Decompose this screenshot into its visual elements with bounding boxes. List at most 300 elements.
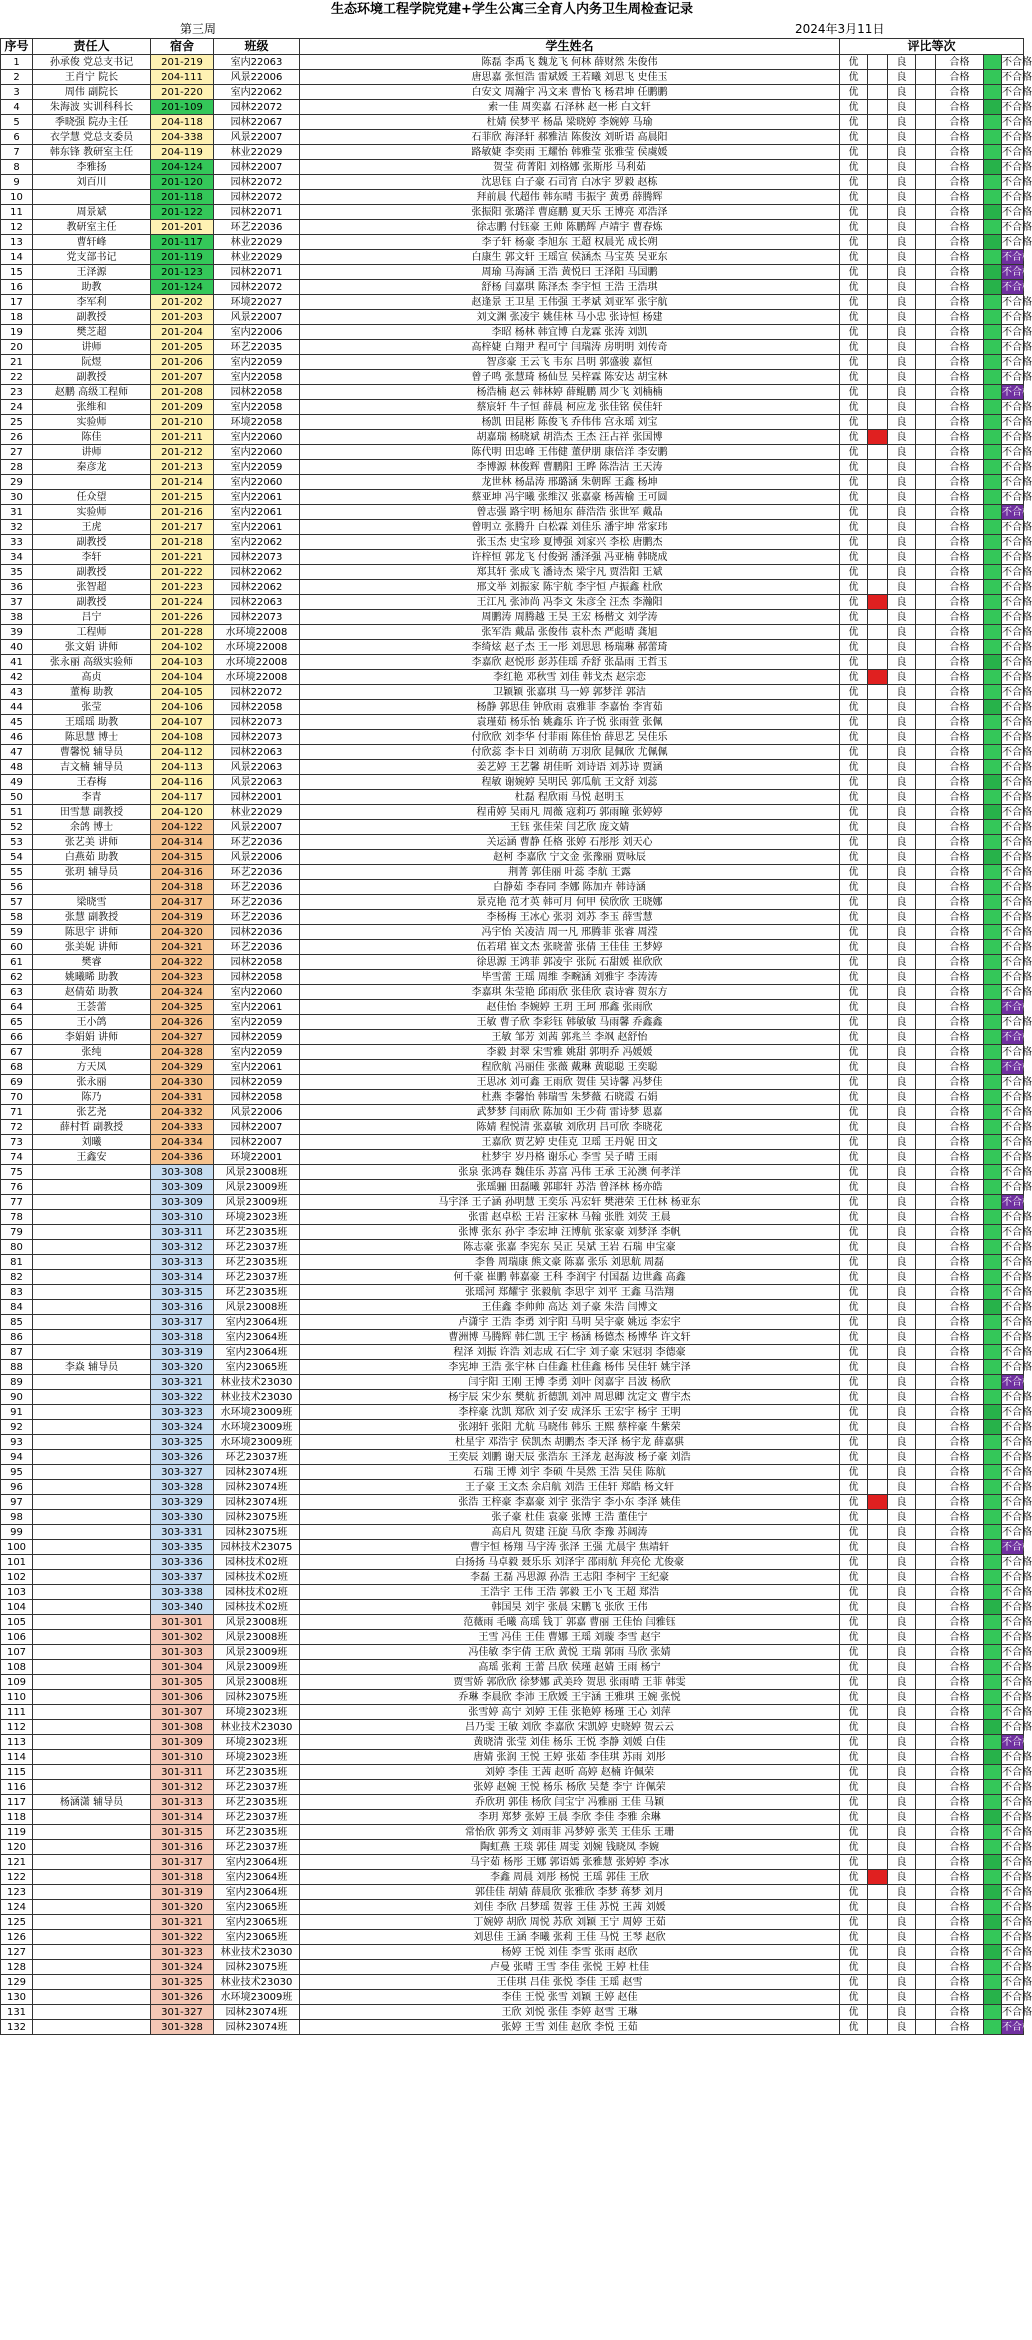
rating-good-mark	[916, 445, 936, 460]
rating-pass: 合格	[936, 1540, 984, 1555]
row-person: 副教授	[33, 565, 151, 580]
rating-pass-mark	[984, 1825, 1002, 1840]
row-class: 园林技术02班	[214, 1570, 300, 1585]
row-students: 唐婧 张润 王悦 王婷 张茹 李佳琪 苏雨 刘彤	[300, 1750, 840, 1765]
row-class: 风景23009班	[214, 1645, 300, 1660]
rating-excellent-mark	[868, 1630, 888, 1645]
row-index: 9	[1, 175, 33, 190]
rating-good: 良	[888, 1780, 916, 1795]
row-class: 林业22029	[214, 250, 300, 265]
row-person: 李娟娟 讲师	[33, 1030, 151, 1045]
rating-excellent: 优	[840, 55, 868, 70]
row-students: 唐思嘉 张恒浩 雷斌媛 王若曦 刘思飞 史佳玉	[300, 70, 840, 85]
rating-pass: 合格	[936, 1870, 984, 1885]
rating-excellent-mark	[868, 175, 888, 190]
table-row	[1, 1195, 1024, 1210]
row-class: 园林22067	[214, 115, 300, 130]
rating-excellent-mark	[868, 460, 888, 475]
row-dorm: 303-317	[151, 1315, 214, 1330]
rating-good-mark	[916, 730, 936, 745]
rating-good-mark	[916, 1435, 936, 1450]
row-class: 环艺22036	[214, 940, 300, 955]
rating-excellent: 优	[840, 1165, 868, 1180]
rating-good-mark	[916, 745, 936, 760]
row-index: 91	[1, 1405, 33, 1420]
rating-fail: 不合格	[1002, 881, 1032, 893]
row-dorm: 204-107	[151, 715, 214, 730]
rating-excellent: 优	[840, 1330, 868, 1345]
rating-pass-mark	[984, 505, 1002, 520]
row-index: 74	[1, 1150, 33, 1165]
row-index: 62	[1, 970, 33, 985]
row-students: 石菲欣 海泽轩 郝雅洁 陈俊汝 刘昕语 高晨阳	[300, 130, 840, 145]
rating-fail: 不合格	[1002, 761, 1032, 773]
rating-pass: 合格	[936, 265, 984, 280]
row-index: 33	[1, 535, 33, 550]
rating-excellent-mark	[868, 370, 888, 385]
rating-good: 良	[888, 655, 916, 670]
row-index: 71	[1, 1105, 33, 1120]
rating-excellent-mark	[868, 1900, 888, 1915]
rating-excellent-mark	[868, 1945, 888, 1960]
rating-excellent: 优	[840, 400, 868, 415]
rating-excellent: 优	[840, 535, 868, 550]
rating-good: 良	[888, 805, 916, 820]
rating-fail: 不合格	[1002, 1496, 1032, 1508]
rating-pass-mark	[984, 1330, 1002, 1345]
row-students: 王敏 曹子欣 李彩钰 韩敏敏 马雨馨 乔鑫鑫	[300, 1015, 840, 1030]
row-class: 环艺23035班	[214, 1825, 300, 1840]
row-class: 园林22001	[214, 790, 300, 805]
rating-excellent-mark	[868, 1060, 888, 1075]
rating-good: 良	[888, 520, 916, 535]
row-person	[33, 1660, 151, 1675]
rating-good: 良	[888, 1120, 916, 1135]
row-person: 刘百川	[33, 175, 151, 190]
table-row	[1, 490, 1024, 505]
rating-pass-mark	[984, 1480, 1002, 1495]
rating-pass: 合格	[936, 1375, 984, 1390]
rating-excellent-mark	[868, 1390, 888, 1405]
table-row	[1, 910, 1024, 925]
row-students: 伍若珺 崔文杰 张晓蕾 张倩 王佳佳 王梦婷	[300, 940, 840, 955]
rating-pass: 合格	[936, 430, 984, 445]
rating-pass-mark	[984, 775, 1002, 790]
rating-pass-mark	[984, 1450, 1002, 1465]
rating-pass-mark	[984, 130, 1002, 145]
rating-excellent-mark	[868, 745, 888, 760]
rating-fail: 不合格	[1002, 296, 1032, 308]
rating-excellent: 优	[840, 385, 868, 400]
row-dorm: 303-326	[151, 1450, 214, 1465]
row-students: 李嘉欣 赵悦形 彭苏佳瑶 乔舒 张晶雨 王哲玉	[300, 655, 840, 670]
rating-pass: 合格	[936, 490, 984, 505]
rating-excellent-mark	[868, 1810, 888, 1825]
rating-pass: 合格	[936, 835, 984, 850]
row-index: 49	[1, 775, 33, 790]
header-dorm: 宿舍	[151, 39, 214, 55]
row-students: 王浩宇 王伟 王浩 郭毅 王小飞 王超 郑浩	[300, 1585, 840, 1600]
rating-excellent-mark	[868, 325, 888, 340]
row-index: 43	[1, 685, 33, 700]
row-students: 张婷 王雪 刘佳 赵欣 李悦 王茹	[300, 2020, 840, 2035]
row-dorm: 301-312	[151, 1780, 214, 1795]
row-dorm: 201-109	[151, 100, 214, 115]
rating-pass: 合格	[936, 1600, 984, 1615]
rating-pass: 合格	[936, 1390, 984, 1405]
row-index: 46	[1, 730, 33, 745]
rating-excellent: 优	[840, 1810, 868, 1825]
rating-excellent: 优	[840, 1105, 868, 1120]
row-students: 赵柯 李嘉欣 宁文金 张豫丽 贾咏辰	[300, 850, 840, 865]
row-students: 白静茹 李春同 李娜 陈加卉 韩诗涵	[300, 880, 840, 895]
rating-excellent-mark	[868, 1735, 888, 1750]
row-dorm: 303-315	[151, 1285, 214, 1300]
table-row	[1, 145, 1024, 160]
rating-fail: 不合格	[1002, 521, 1032, 533]
rating-pass-mark	[984, 1495, 1002, 1510]
row-students: 胡嘉瑞 杨晓斌 胡浩杰 王杰 汪占祥 张国博	[300, 430, 840, 445]
row-index: 3	[1, 85, 33, 100]
rating-pass-mark	[984, 1885, 1002, 1900]
row-students: 李梓豪 沈凯 郑欣 刘子安 成泽乐 王宏宇 杨宇 王明	[300, 1405, 840, 1420]
row-person	[33, 1270, 151, 1285]
rating-pass: 合格	[936, 460, 984, 475]
row-dorm: 204-315	[151, 850, 214, 865]
table-row	[1, 1855, 1024, 1870]
rating-pass-mark	[984, 820, 1002, 835]
row-person: 陈思慧 博士	[33, 730, 151, 745]
row-students: 张翊轩 张阳 尤航 马晓伟 韩乐 王熙 蔡梓豪 牛紫荣	[300, 1420, 840, 1435]
row-dorm: 201-202	[151, 295, 214, 310]
rating-good-mark	[916, 1405, 936, 1420]
row-students: 智彦豪 王云飞 韦东 吕明 郭盛骏 嘉恒	[300, 355, 840, 370]
table-row	[1, 595, 1024, 610]
rating-excellent: 优	[840, 1750, 868, 1765]
row-index: 97	[1, 1495, 33, 1510]
rating-pass: 合格	[936, 715, 984, 730]
row-dorm: 204-102	[151, 640, 214, 655]
row-person: 张艺美 讲师	[33, 835, 151, 850]
row-students: 刘思佳 王涵 李曦 张莉 王佳 马悦 王琴 赵欣	[300, 1930, 840, 1945]
row-dorm: 201-208	[151, 385, 214, 400]
rating-excellent-mark	[868, 1765, 888, 1780]
row-index: 10	[1, 190, 33, 205]
table-row	[1, 1405, 1024, 1420]
row-students: 付欣欣 刘李华 付菲雨 陈佳怡 薛思艺 吴佳乐	[300, 730, 840, 745]
row-dorm: 204-108	[151, 730, 214, 745]
row-class: 室内22061	[214, 490, 300, 505]
table-row	[1, 895, 1024, 910]
rating-pass: 合格	[936, 175, 984, 190]
table-row	[1, 1600, 1024, 1615]
row-person: 张智超	[33, 580, 151, 595]
rating-excellent-mark	[868, 1090, 888, 1105]
row-class: 园林23074班	[214, 2020, 300, 2035]
rating-excellent-mark	[868, 1525, 888, 1540]
rating-good: 良	[888, 640, 916, 655]
row-person: 王肖宁 院长	[33, 70, 151, 85]
rating-pass: 合格	[936, 1450, 984, 1465]
rating-good-mark	[916, 1195, 936, 1210]
row-class: 园林22072	[214, 100, 300, 115]
rating-pass-mark	[984, 85, 1002, 100]
rating-pass-mark	[984, 1060, 1002, 1075]
rating-pass-mark	[984, 70, 1002, 85]
rating-good-mark	[916, 910, 936, 925]
rating-good: 良	[888, 1585, 916, 1600]
rating-fail: 不合格	[1002, 1106, 1032, 1118]
row-person	[33, 1705, 151, 1720]
table-row	[1, 1675, 1024, 1690]
row-person: 副教授	[33, 595, 151, 610]
rating-fail: 不合格	[1002, 1826, 1032, 1838]
rating-good: 良	[888, 1945, 916, 1960]
table-row	[1, 970, 1024, 985]
rating-fail: 不合格	[1002, 566, 1032, 578]
rating-excellent-mark	[868, 640, 888, 655]
rating-excellent: 优	[840, 1645, 868, 1660]
row-class: 园林22062	[214, 565, 300, 580]
row-index: 44	[1, 700, 33, 715]
row-index: 42	[1, 670, 33, 685]
rating-excellent-mark	[868, 970, 888, 985]
rating-pass-mark	[984, 1090, 1002, 1105]
row-index: 35	[1, 565, 33, 580]
rating-good: 良	[888, 1900, 916, 1915]
row-class: 园林22059	[214, 1030, 300, 1045]
rating-good-mark	[916, 55, 936, 70]
row-students: 李杨梅 王冰心 张羽 刘苏 李玉 薛雪慧	[300, 910, 840, 925]
rating-fail: 不合格	[1002, 716, 1032, 728]
table-row	[1, 1960, 1024, 1975]
row-dorm: 301-306	[151, 1690, 214, 1705]
rating-excellent: 优	[840, 1135, 868, 1150]
rating-good: 良	[888, 550, 916, 565]
rating-pass: 合格	[936, 670, 984, 685]
rating-excellent-mark	[868, 700, 888, 715]
rating-excellent: 优	[840, 1975, 868, 1990]
rating-excellent: 优	[840, 1900, 868, 1915]
rating-pass-mark	[984, 1105, 1002, 1120]
table-row	[1, 1120, 1024, 1135]
rating-good-mark	[916, 505, 936, 520]
row-person: 副教授	[33, 370, 151, 385]
row-index: 126	[1, 1930, 33, 1945]
rating-good-mark	[916, 1450, 936, 1465]
rating-fail: 不合格	[1002, 1421, 1032, 1433]
row-person: 梁晓雪	[33, 895, 151, 910]
rating-good: 良	[888, 1345, 916, 1360]
row-dorm: 201-214	[151, 475, 214, 490]
rating-excellent: 优	[840, 1540, 868, 1555]
row-class: 风景23008班	[214, 1675, 300, 1690]
rating-fail: 不合格	[1002, 1871, 1032, 1883]
row-index: 39	[1, 625, 33, 640]
rating-pass: 合格	[936, 1300, 984, 1315]
rating-good-mark	[916, 1705, 936, 1720]
rating-fail: 不合格	[1002, 746, 1032, 758]
row-students: 路敏婕 李奕雨 王耀怡 韩雅莹 张雅莹 侯虞媛	[300, 145, 840, 160]
row-index: 95	[1, 1465, 33, 1480]
table-row	[1, 190, 1024, 205]
rating-pass-mark	[984, 1810, 1002, 1825]
rating-good-mark	[916, 1330, 936, 1345]
row-students: 陈志豪 张嘉 李宪东 吴正 吴斌 王岩 石瑞 申宝豪	[300, 1240, 840, 1255]
rating-pass-mark	[984, 985, 1002, 1000]
table-row	[1, 1825, 1024, 1840]
rating-good-mark	[916, 1255, 936, 1270]
row-students: 郭佳佳 胡婧 薛晨欣 张雅欣 李梦 蒋梦 刘月	[300, 1885, 840, 1900]
rating-good-mark	[916, 490, 936, 505]
row-students: 闫宇阳 王刚 王博 李勇 刘叶 闵嘉宇 吕波 杨欣	[300, 1375, 840, 1390]
rating-good-mark	[916, 1390, 936, 1405]
row-class: 环艺23035班	[214, 1255, 300, 1270]
row-dorm: 303-324	[151, 1420, 214, 1435]
row-person	[33, 1180, 151, 1195]
row-person	[33, 1930, 151, 1945]
rating-fail: 不合格	[1002, 536, 1032, 548]
rating-excellent: 优	[840, 610, 868, 625]
rating-good-mark	[916, 1165, 936, 1180]
row-students: 袁瑾茹 杨乐怡 姚鑫乐 许子悦 张雨萱 张佩	[300, 715, 840, 730]
rating-pass: 合格	[936, 610, 984, 625]
table-row	[1, 1345, 1024, 1360]
row-dorm: 303-318	[151, 1330, 214, 1345]
row-person: 讲师	[33, 445, 151, 460]
row-person: 王鑫安	[33, 1150, 151, 1165]
rating-pass-mark	[984, 640, 1002, 655]
rating-good-mark	[916, 1180, 936, 1195]
rating-good-mark	[916, 1870, 936, 1885]
rating-pass-mark	[984, 925, 1002, 940]
table-row	[1, 265, 1024, 280]
rating-excellent-mark	[868, 760, 888, 775]
rating-excellent-mark	[868, 235, 888, 250]
rating-pass: 合格	[936, 1915, 984, 1930]
rating-pass: 合格	[936, 1555, 984, 1570]
rating-pass: 合格	[936, 1420, 984, 1435]
row-dorm: 301-307	[151, 1705, 214, 1720]
rating-good-mark	[916, 1210, 936, 1225]
table-row	[1, 70, 1024, 85]
rating-fail: 不合格	[1002, 1271, 1032, 1283]
rating-pass: 合格	[936, 1225, 984, 1240]
rating-good: 良	[888, 670, 916, 685]
table-row	[1, 535, 1024, 550]
rating-fail: 不合格	[1002, 86, 1032, 98]
row-class: 环境23023班	[214, 1750, 300, 1765]
rating-pass-mark	[984, 1570, 1002, 1585]
row-class: 园林22073	[214, 730, 300, 745]
row-person: 张莹	[33, 700, 151, 715]
rating-fail: 不合格	[1002, 851, 1032, 863]
rating-fail: 不合格	[1002, 236, 1032, 248]
rating-excellent-mark	[868, 895, 888, 910]
row-dorm: 201-217	[151, 520, 214, 535]
rating-excellent: 优	[840, 1210, 868, 1225]
rating-excellent: 优	[840, 1270, 868, 1285]
row-dorm: 204-314	[151, 835, 214, 850]
row-dorm: 303-330	[151, 1510, 214, 1525]
rating-excellent-mark	[868, 85, 888, 100]
row-index: 73	[1, 1135, 33, 1150]
rating-pass-mark	[984, 460, 1002, 475]
row-students: 曾明立 张腾升 白松霖 刘佳乐 潘宇坤 常家玮	[300, 520, 840, 535]
row-index: 45	[1, 715, 33, 730]
row-person: 孙承俊 党总支书记	[33, 55, 151, 70]
row-dorm: 301-314	[151, 1810, 214, 1825]
row-students: 张子豪 杜佳 袁豪 张博 王浩 董佳宁	[300, 1510, 840, 1525]
rating-excellent-mark	[868, 1780, 888, 1795]
row-students: 王敏 邹芳 刘茜 郭兆兰 李飒 赵舒怡	[300, 1030, 840, 1045]
row-index: 51	[1, 805, 33, 820]
row-students: 王思冰 刘可鑫 王雨欣 贺佳 吴诗馨 冯梦佳	[300, 1075, 840, 1090]
row-person	[33, 1570, 151, 1585]
rating-pass-mark	[984, 760, 1002, 775]
rating-excellent: 优	[840, 1855, 868, 1870]
row-dorm: 301-321	[151, 1915, 214, 1930]
row-class: 环境23023班	[214, 1735, 300, 1750]
rating-excellent-mark	[868, 160, 888, 175]
row-class: 室内22006	[214, 325, 300, 340]
document-title: 生态环境工程学院党建+学生公寓三全育人内务卫生周检查记录	[331, 2, 693, 17]
rating-good: 良	[888, 1600, 916, 1615]
table-row	[1, 520, 1024, 535]
rating-pass-mark	[984, 250, 1002, 265]
row-index: 56	[1, 880, 33, 895]
rating-pass-mark	[984, 1780, 1002, 1795]
rating-pass-mark	[984, 1210, 1002, 1225]
row-index: 77	[1, 1195, 33, 1210]
rating-pass-mark	[984, 325, 1002, 340]
row-index: 5	[1, 115, 33, 130]
rating-excellent-mark	[868, 1375, 888, 1390]
rating-pass: 合格	[936, 1525, 984, 1540]
rating-excellent: 优	[840, 565, 868, 580]
rating-fail: 不合格	[1002, 611, 1032, 623]
rating-good: 良	[888, 2020, 916, 2035]
rating-pass: 合格	[936, 1150, 984, 1165]
row-class: 林业技术23030	[214, 1720, 300, 1735]
row-class: 风景22006	[214, 1105, 300, 1120]
row-class: 园林22063	[214, 745, 300, 760]
row-person: 陈思宇 讲师	[33, 925, 151, 940]
rating-good: 良	[888, 1885, 916, 1900]
rating-pass-mark	[984, 1855, 1002, 1870]
rating-fail: 不合格	[1002, 1316, 1032, 1328]
rating-good: 良	[888, 1435, 916, 1450]
rating-pass: 合格	[936, 1480, 984, 1495]
rating-fail: 不合格	[1002, 1406, 1032, 1418]
row-class: 室内23064班	[214, 1330, 300, 1345]
rating-excellent: 优	[840, 1255, 868, 1270]
rating-good-mark	[916, 1105, 936, 1120]
rating-excellent: 优	[840, 670, 868, 685]
rating-excellent-mark	[868, 100, 888, 115]
rating-pass: 合格	[936, 970, 984, 985]
rating-fail: 不合格	[1002, 896, 1032, 908]
rating-excellent-mark	[868, 1315, 888, 1330]
rating-fail: 不合格	[1002, 1916, 1032, 1928]
row-class: 园林23074班	[214, 1495, 300, 1510]
row-dorm: 204-329	[151, 1060, 214, 1075]
row-class: 室内23064班	[214, 1885, 300, 1900]
rating-excellent-mark	[868, 595, 888, 610]
rating-excellent-mark	[868, 1225, 888, 1240]
row-dorm: 201-212	[151, 445, 214, 460]
rating-excellent: 优	[840, 805, 868, 820]
